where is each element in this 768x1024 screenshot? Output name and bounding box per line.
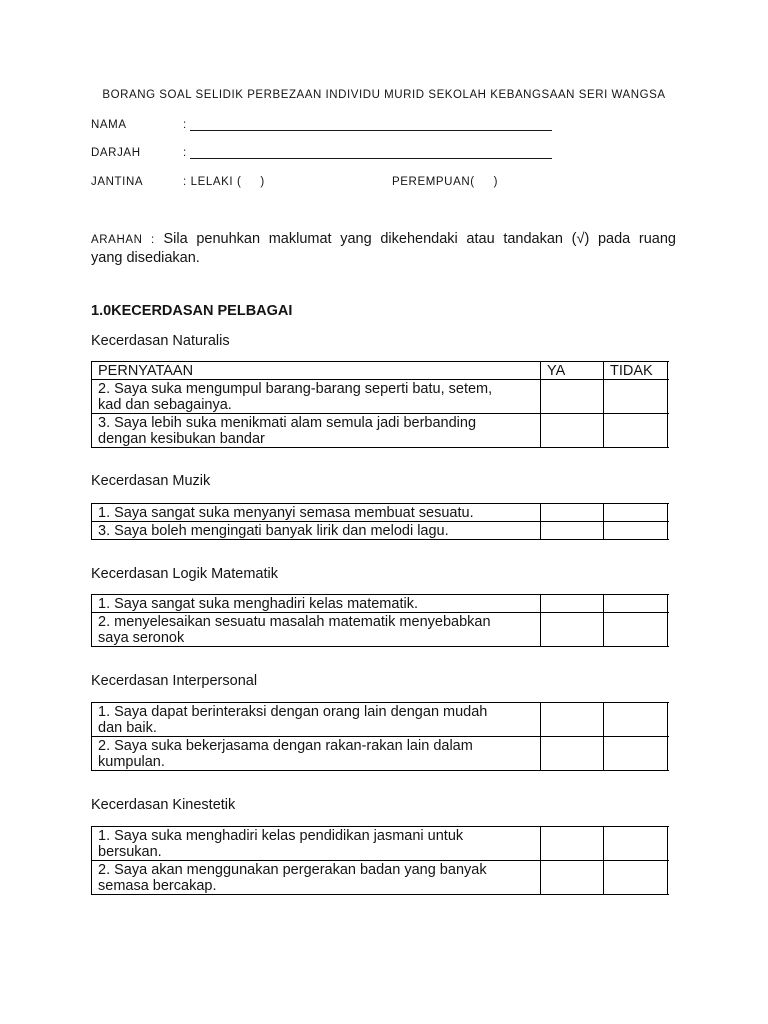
ya-answer-cell[interactable] — [541, 522, 604, 539]
tidak-answer-cell[interactable] — [604, 595, 668, 612]
statement-text: saya seronok — [98, 629, 185, 646]
ya-answer-cell[interactable] — [541, 827, 604, 860]
statement-cell — [92, 827, 541, 860]
tidak-answer-cell[interactable] — [604, 522, 668, 539]
statement-cell — [92, 703, 541, 736]
statement-cell — [92, 737, 541, 770]
table-row — [92, 380, 669, 414]
statement-cell — [92, 595, 541, 612]
statement-text: 2. Saya suka mengumpul barang-barang seperti batu, setem, — [98, 380, 493, 397]
ya-answer-cell[interactable] — [541, 595, 604, 612]
table-row — [92, 737, 669, 771]
statement-cell — [92, 380, 541, 413]
category-heading-muzik: Kecerdasan Muzik — [91, 473, 211, 489]
statement-text: 2. Saya akan menggunakan pergerakan badan yang banyak — [98, 861, 487, 878]
table-row — [92, 827, 669, 861]
ya-answer-cell[interactable] — [541, 861, 604, 894]
statement-cell — [92, 522, 541, 539]
muzik-table — [91, 503, 669, 540]
ya-answer-cell[interactable] — [541, 414, 604, 447]
header-pernyataan: PERNYATAAN — [92, 362, 541, 379]
instructions-label: ARAHAN : — [91, 234, 155, 246]
category-heading-naturalis: Kecerdasan Naturalis — [91, 333, 230, 349]
ya-answer-cell[interactable] — [541, 737, 604, 770]
document-title: BORANG SOAL SELIDIK PERBEZAAN INDIVIDU MURID SEKOLAH KEBANGSAAN SERI WANGSA — [102, 89, 666, 101]
tidak-answer-cell[interactable] — [604, 703, 668, 736]
category-heading-kinestetik: Kecerdasan Kinestetik — [91, 797, 236, 813]
table-row — [92, 703, 669, 737]
nama-blank[interactable] — [190, 118, 552, 131]
nama-label: NAMA — [91, 119, 127, 131]
darjah-separator: : — [183, 147, 187, 159]
ya-answer-cell[interactable] — [541, 613, 604, 646]
ya-answer-cell[interactable] — [541, 380, 604, 413]
instructions-line-1 — [91, 230, 676, 249]
interpersonal-table — [91, 702, 669, 771]
table-row — [92, 613, 669, 647]
header-tidak: TIDAK — [604, 362, 668, 379]
statement-text: dengan kesibukan bandar — [98, 430, 265, 447]
ya-answer-cell[interactable] — [541, 703, 604, 736]
nama-separator: : — [183, 119, 187, 131]
category-heading-interpersonal: Kecerdasan Interpersonal — [91, 673, 258, 689]
statement-text: 2. Saya suka bekerjasama dengan rakan-rakan lain dalam — [98, 737, 473, 754]
tidak-answer-cell[interactable] — [604, 414, 668, 447]
darjah-label: DARJAH — [91, 147, 141, 159]
perempuan-option[interactable]: PEREMPUAN( ) — [392, 176, 499, 188]
ya-answer-cell[interactable] — [541, 504, 604, 521]
tidak-answer-cell[interactable] — [604, 380, 668, 413]
statement-cell — [92, 613, 541, 646]
tidak-answer-cell[interactable] — [604, 504, 668, 521]
statement-text: dan baik. — [98, 719, 157, 736]
instructions-text-2: yang disediakan. — [91, 250, 200, 266]
naturalis-table — [91, 361, 669, 448]
table-row — [92, 504, 669, 522]
table-row — [92, 522, 669, 540]
category-heading-logik-matematik: Kecerdasan Logik Matematik — [91, 566, 278, 582]
logik-matematik-table — [91, 594, 669, 647]
table-row — [92, 861, 669, 895]
instructions-text-1: Sila penuhkan maklumat yang dikehendaki atau tandakan (√) pada ruang — [163, 231, 676, 247]
statement-text: kad dan sebagainya. — [98, 396, 232, 413]
section-heading: 1.0KECERDASAN PELBAGAI — [91, 303, 293, 319]
darjah-blank[interactable] — [190, 146, 552, 159]
tidak-answer-cell[interactable] — [604, 737, 668, 770]
statement-text: 2. menyelesaikan sesuatu masalah matematik menyebabkan — [98, 613, 491, 630]
statement-text: semasa bercakap. — [98, 877, 217, 894]
header-ya: YA — [541, 362, 604, 379]
lelaki-option[interactable]: : LELAKI ( ) — [183, 176, 265, 188]
statement-cell — [92, 504, 541, 521]
statement-text: 3. Saya boleh mengingati banyak lirik dan melodi lagu. — [98, 522, 449, 539]
kinestetik-table — [91, 826, 669, 895]
statement-text: 3. Saya lebih suka menikmati alam semula jadi berbanding — [98, 414, 477, 431]
instructions — [91, 230, 676, 268]
statement-cell — [92, 414, 541, 447]
statement-text: kumpulan. — [98, 753, 165, 770]
tidak-answer-cell[interactable] — [604, 827, 668, 860]
statement-text: 1. Saya sangat suka menyanyi semasa membuat sesuatu. — [98, 504, 474, 521]
tidak-answer-cell[interactable] — [604, 613, 668, 646]
statement-text: 1. Saya sangat suka menghadiri kelas matematik. — [98, 595, 418, 612]
statement-text: 1. Saya suka menghadiri kelas pendidikan jasmani untuk — [98, 827, 464, 844]
statement-text: 1. Saya dapat berinteraksi dengan orang lain dengan mudah — [98, 703, 488, 720]
jantina-label: JANTINA — [91, 176, 144, 188]
statement-text: bersukan. — [98, 843, 162, 860]
table-row — [92, 414, 669, 448]
table-row — [92, 595, 669, 613]
table-header-row — [92, 362, 669, 380]
tidak-answer-cell[interactable] — [604, 861, 668, 894]
statement-cell — [92, 861, 541, 894]
